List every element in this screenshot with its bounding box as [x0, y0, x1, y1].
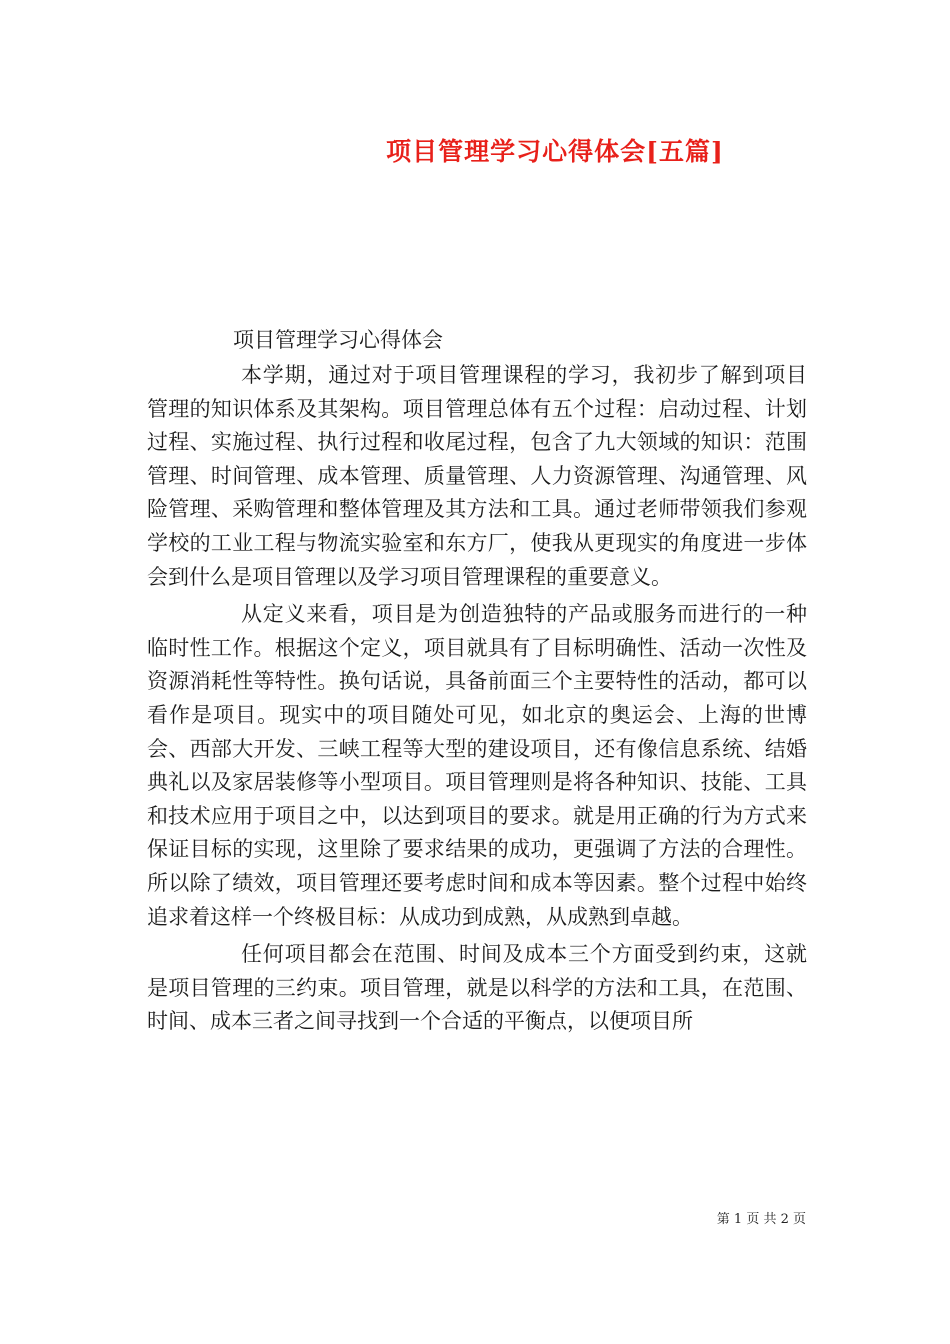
article-subheading: 项目管理学习心得体会 [233, 328, 443, 352]
paragraph-2: 从定义来看，项目是为创造独特的产品或服务而进行的一种临时性工作。根据这个定义，项目就具有了目标明确性、活动一次性及资源消耗性等特性。换句话说，具备前面三个主要特性的活动，都可以看作是项目。现实中的项目随处可见，如北京的奥运会、上海的世博会、西部大开发、三峡工程等大型的建设项目，还有像信息系统、结婚典礼以及家居装修等小型项目。项目管理则是将各种知识、技能、工具和技术应用于项目之中，以达到项目的要求。就是用正确的行为方式来保证目标的实现，这里除了要求结果的成功，更强调了方法的合理性。所以除了绩效，项目管理还要考虑时间和成本等因素。整个过程中始终追求着这样一个终极目标：从成功到成熟，从成熟到卓越。 [147, 602, 807, 929]
document-title: 项目管理学习心得体会[五篇] [386, 137, 724, 166]
paragraph-3: 任何项目都会在范围、时间及成本三个方面受到约束，这就是项目管理的三约束。项目管理，就是以科学的方法和工具，在范围、时间、成本三者之间寻找到一个合适的平衡点，以便项目所 [147, 942, 807, 1034]
paragraph-1: 本学期，通过对于项目管理课程的学习，我初步了解到项目管理的知识体系及其架构。项目管理总体有五个过程：启动过程、计划过程、实施过程、执行过程和收尾过程，包含了九大领域的知识：范围管理、时间管理、成本管理、质量管理、人力资源管理、沟通管理、风险管理、采购管理和整体管理及其方法和工具。通过老师带领我们参观学校的工业工程与物流实验室和东方厂，使我从更现实的角度进一步体会到什么是项目管理以及学习项目管理课程的重要意义。 [147, 363, 807, 589]
article-body [147, 324, 807, 1039]
page-number-footer: 第 1 页 共 2 页 [716, 1212, 806, 1227]
